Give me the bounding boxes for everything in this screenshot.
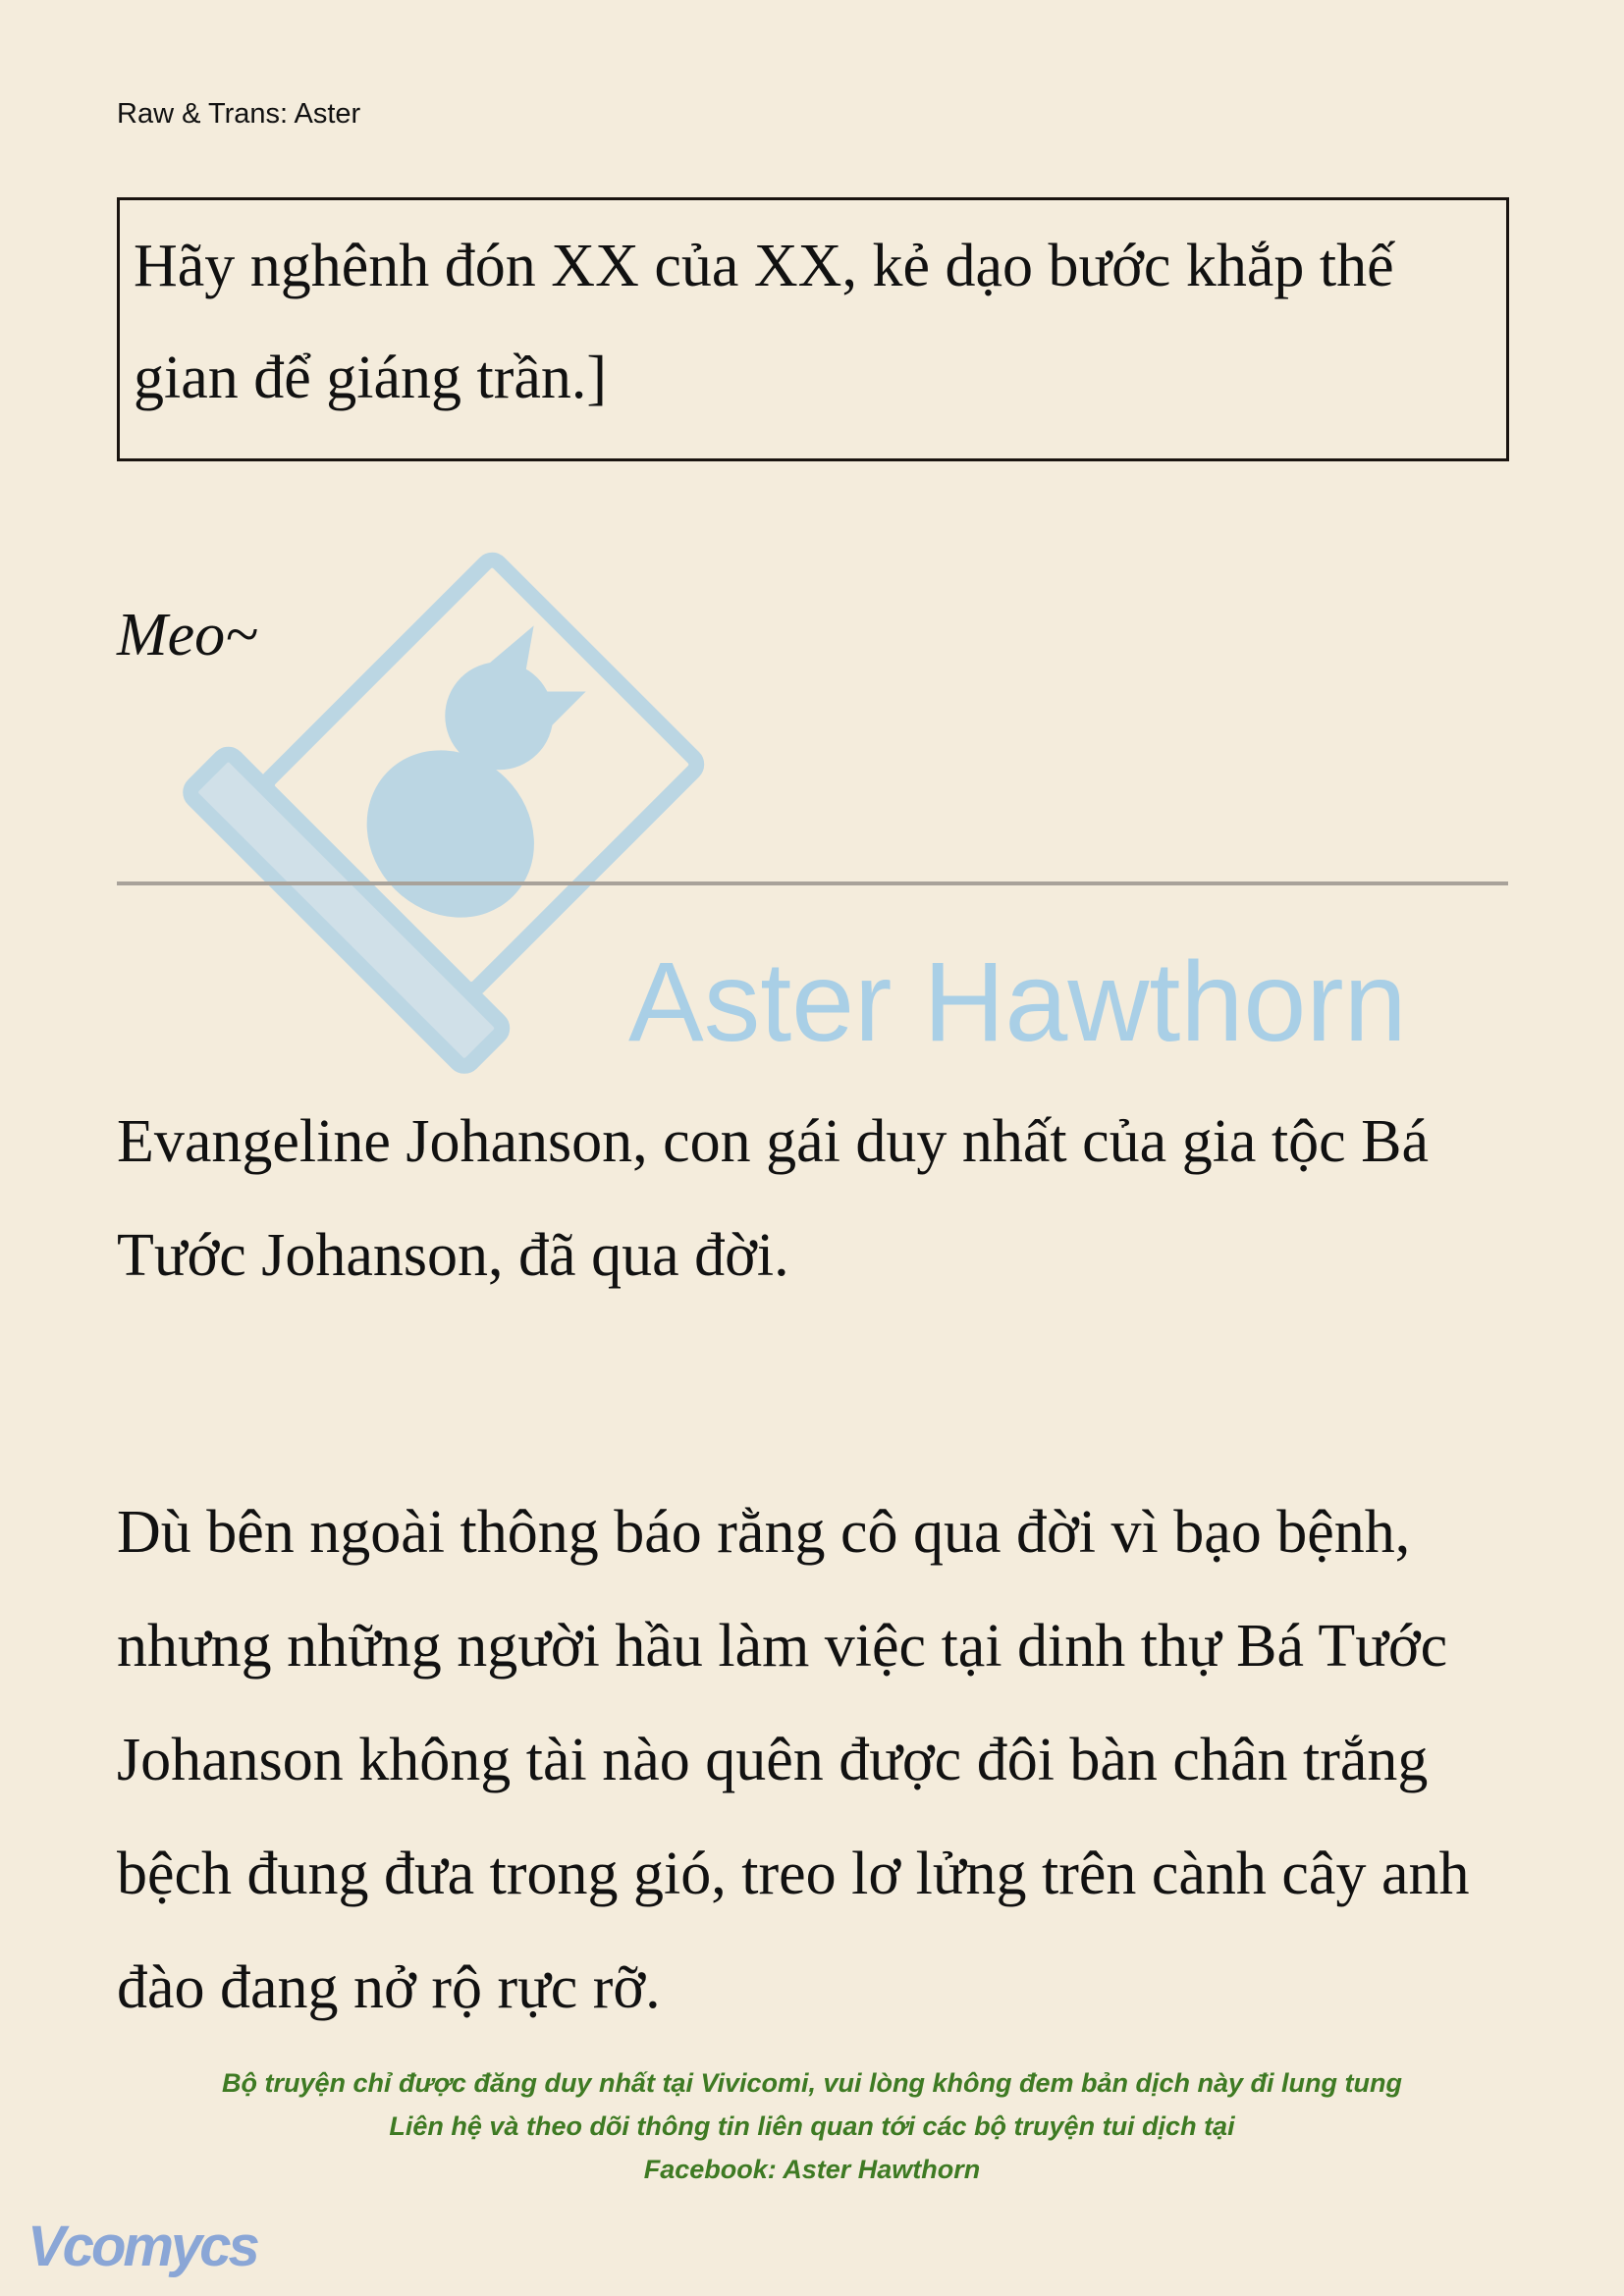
divider [117,881,1508,885]
footer-line-2: Liên hệ và theo dõi thông tin liên quan tới các bộ truyện tui dịch tại [389,2111,1235,2141]
sound-effect-text: Meo~ [117,602,258,668]
watermark-text: Aster Hawthorn [628,939,1407,1065]
footer-notice [0,2061,1624,2191]
boxed-quote [117,197,1509,461]
cat-laptop-watermark-icon [187,521,735,1070]
paragraph-1: Evangeline Johanson, con gái duy nhất của gia tộc Bá Tước Johanson, đã qua đời. [117,1108,1430,1289]
footer-line-1: Bộ truyện chỉ được đăng duy nhất tại Vivicomi, vui lòng không đem bản dịch này đi lung tung [222,2068,1402,2098]
translator-credit: Raw & Trans: Aster [117,98,361,130]
site-logo: Vcomycs [27,2215,257,2278]
footer-line-3: Facebook: Aster Hawthorn [643,2155,981,2184]
paragraph-2: Dù bên ngoài thông báo rằng cô qua đời vì bạo bệnh, nhưng những người hầu làm việc tại dinh thự Bá Tước Johanson không tài nào quên được đôi bàn chân trắng bệch đung đưa trong gió, treo lơ lửng trên cành cây anh đào đang nở rộ rực rỡ. [117,1499,1470,2021]
boxed-quote-text: Hãy nghênh đón XX của XX, kẻ dạo bước khắp thế gian để giáng trần.] [134,233,1394,411]
